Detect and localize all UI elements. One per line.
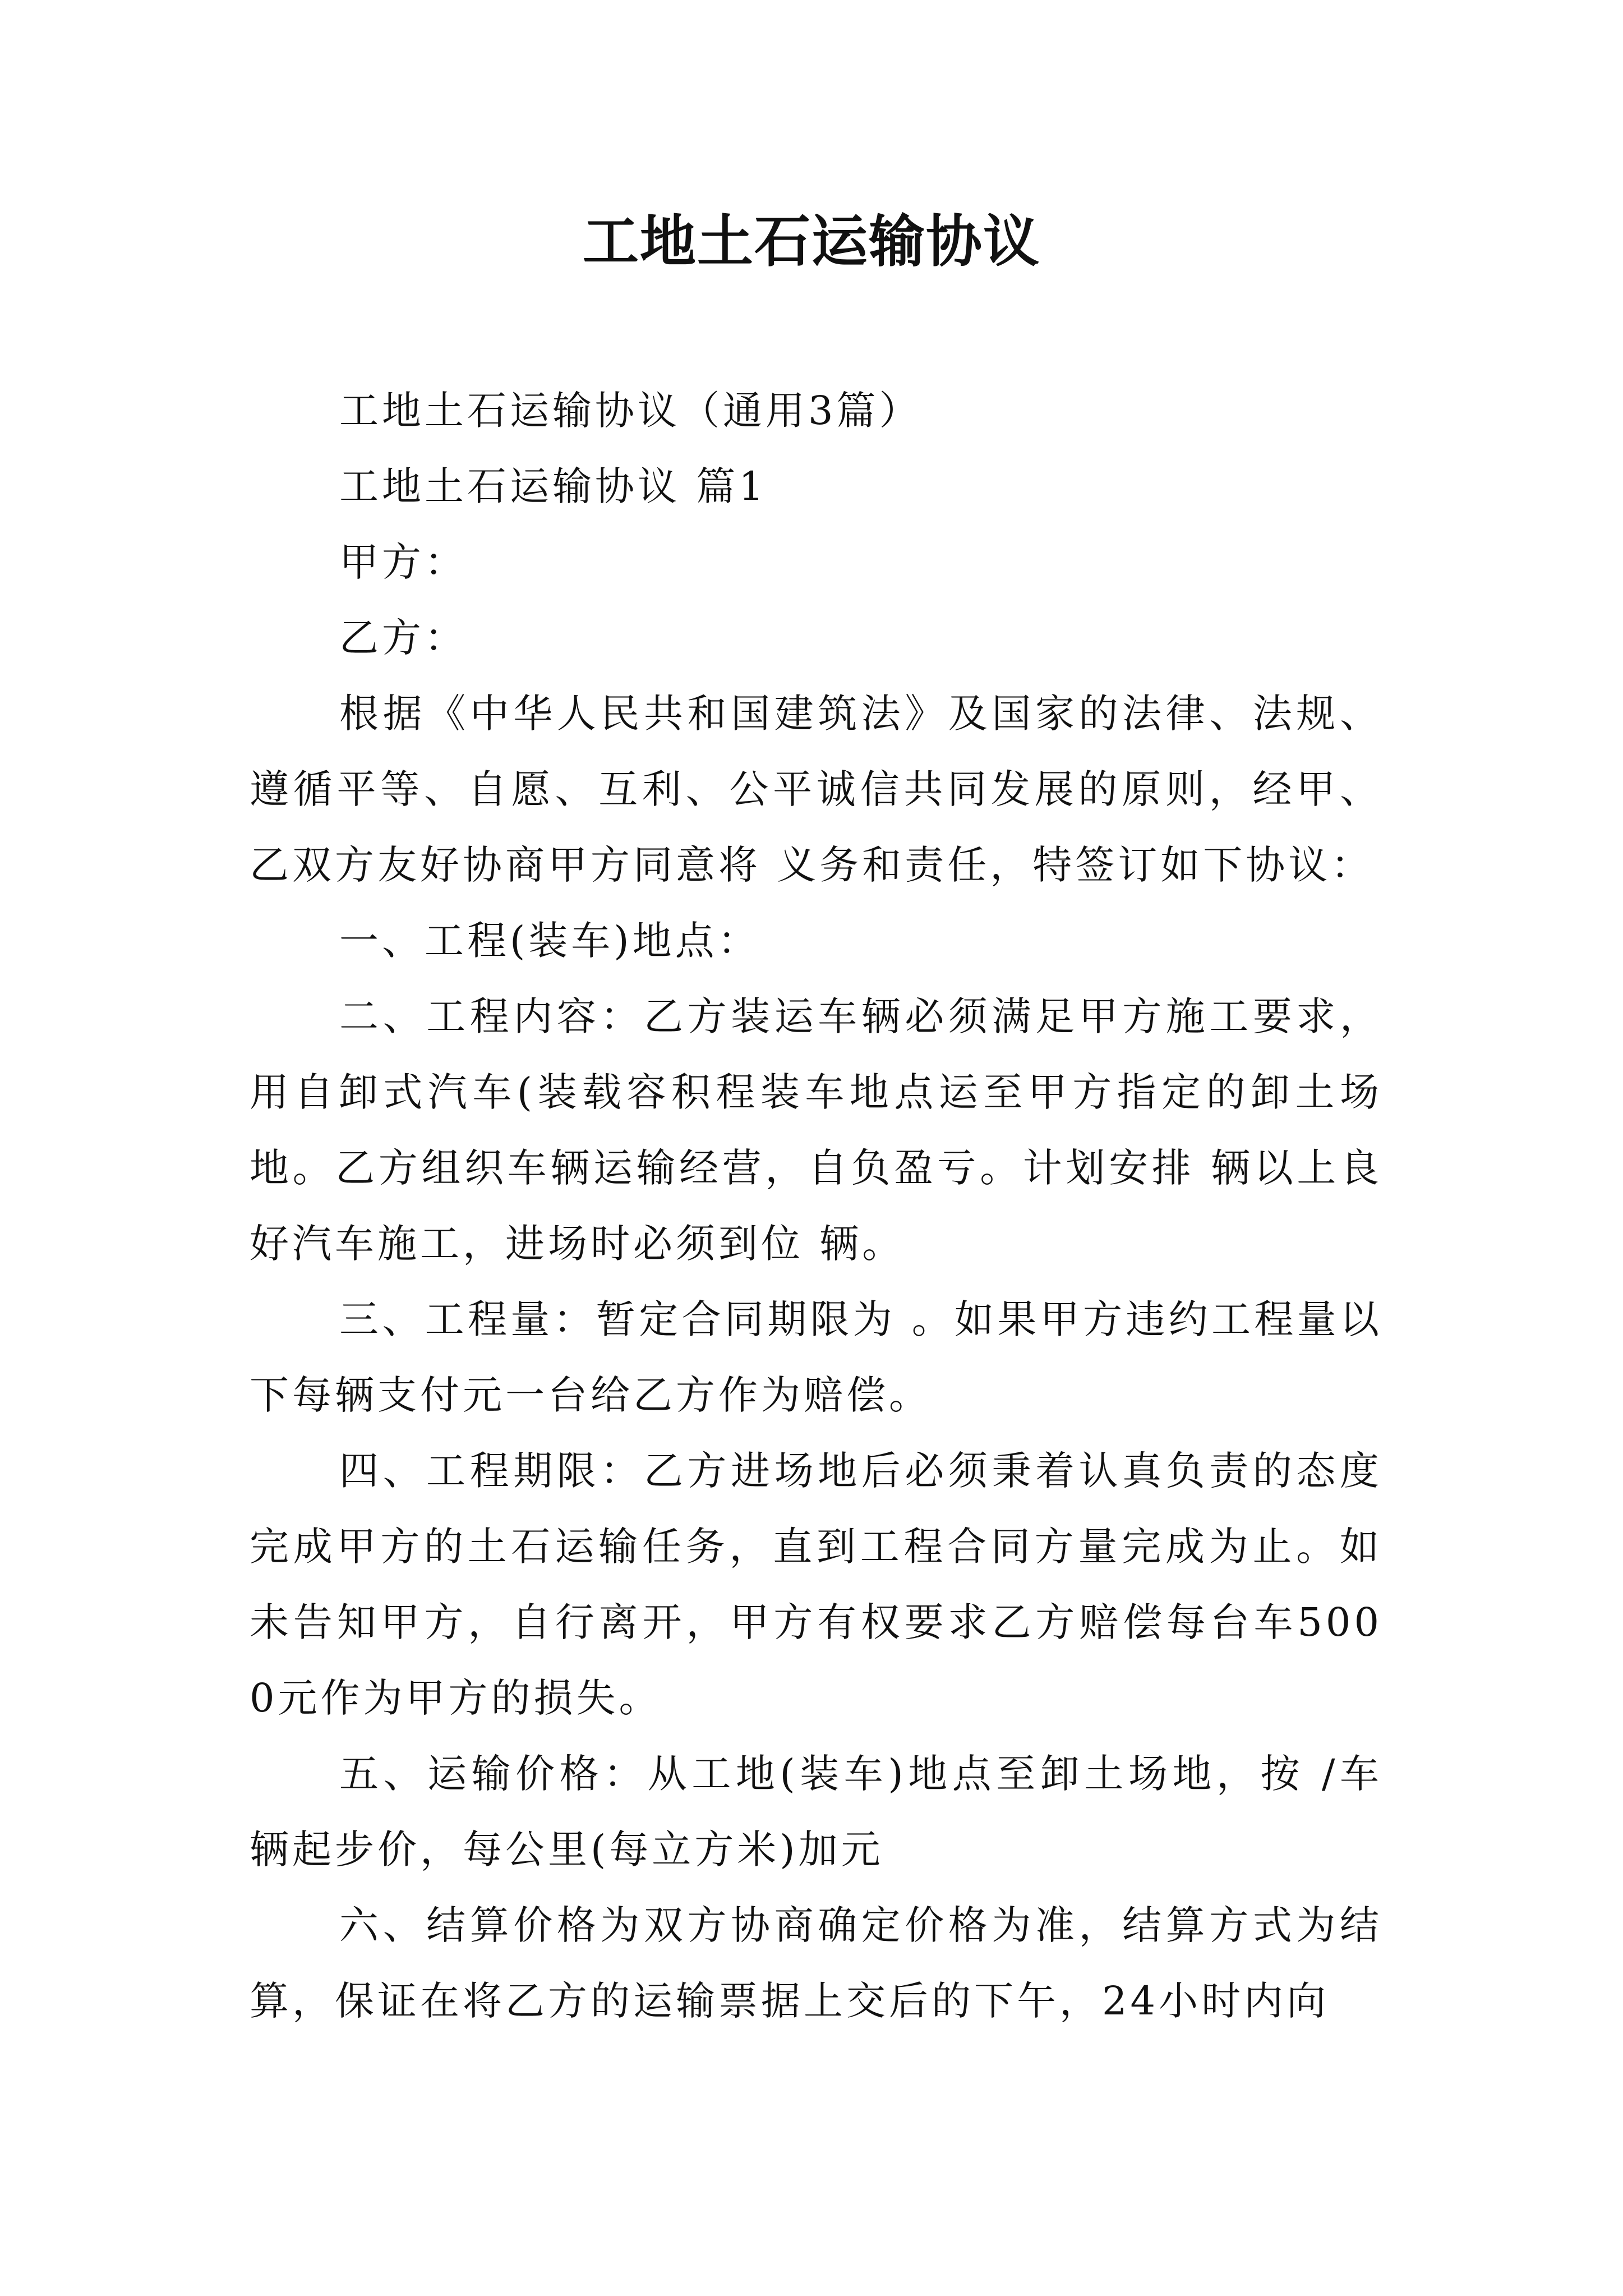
paragraph-section-heading: 工地土石运输协议 篇1	[339, 463, 767, 509]
paragraph-clause-3: 三、工程量：暂定合同期限为 。如果甲方违约工程量以下每辆支付元一台给乙方作为赔偿。	[250, 1296, 1382, 1418]
paragraph-party-b: 乙方：	[339, 615, 467, 661]
paragraph-clause-1: 一、工程(装车)地点：	[339, 918, 760, 964]
paragraph-clause-2: 二、工程内容：乙方装运车辆必须满足甲方施工要求，用自卸式汽车(装载容积程装车地点运至甲方指定的卸土场地。乙方组织车辆运输经营，自负盈亏。计划安排 辆以上良好汽车施工，进场时必须到位 辆。	[250, 993, 1382, 1267]
paragraph-clause-5: 五、运输价格：从工地(装车)地点至卸土场地，按 /车辆起步价，每公里(每立方米)加元	[250, 1751, 1382, 1872]
paragraph-preamble: 根据《中华人民共和国建筑法》及国家的法律、法规、遵循平等、自愿、互利、公平诚信共同发展的原则，经甲、乙双方友好协商甲方同意将 义务和责任，特签订如下协议：	[250, 691, 1382, 888]
document-title: 工地土石运输协议	[583, 208, 1040, 274]
paragraph-clause-6: 六、结算价格为双方协商确定价格为准，结算方式为结算，保证在将乙方的运输票据上交后的下午，24小时内向	[250, 1902, 1382, 2024]
document-body	[250, 373, 1382, 2039]
paragraph-subtitle: 工地土石运输协议（通用3篇）	[339, 388, 922, 434]
paragraph-clause-4: 四、工程期限：乙方进场地后必须秉着认真负责的态度完成甲方的土石运输任务，直到工程合同方量完成为止。如未告知甲方，自行离开，甲方有权要求乙方赔偿每台车5000元作为甲方的损失。	[250, 1448, 1382, 1721]
paragraph-party-a: 甲方：	[339, 539, 467, 585]
